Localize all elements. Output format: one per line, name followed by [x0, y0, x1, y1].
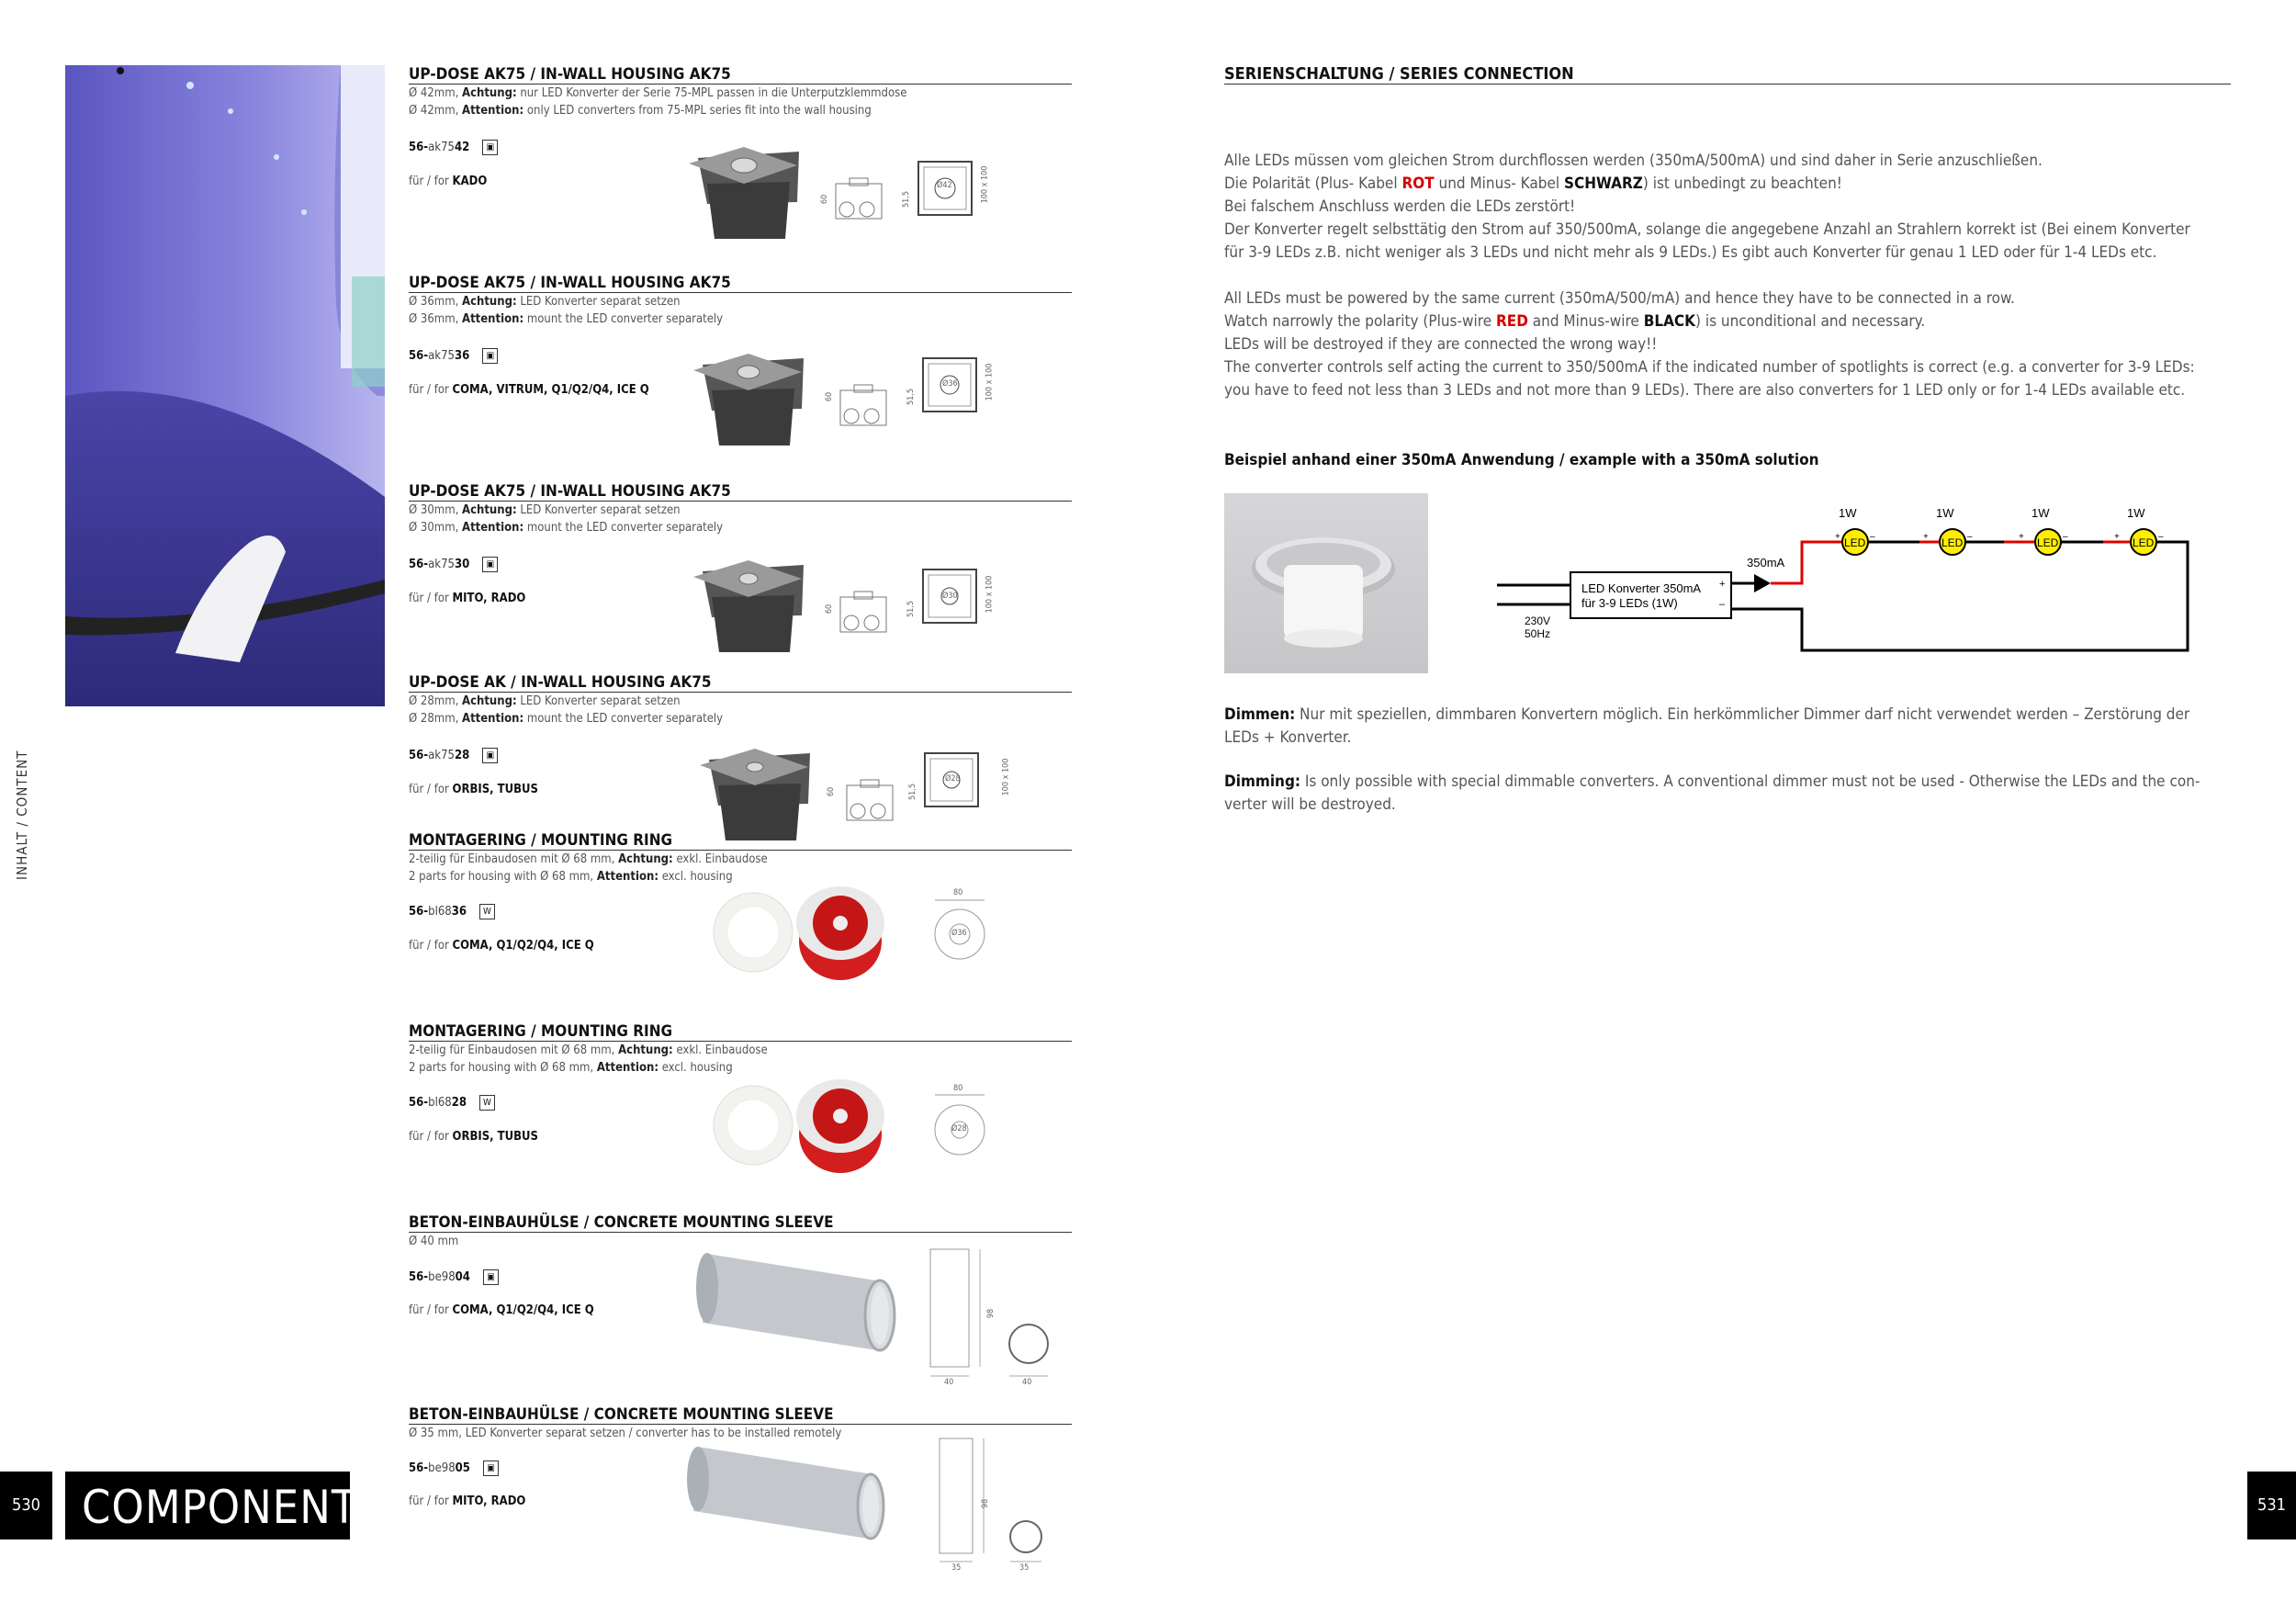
series-connection-header: [1224, 64, 2231, 85]
image-icon: ▣: [483, 1460, 499, 1476]
mains-voltage: 230V: [1525, 615, 1551, 627]
dim-top: 80: [953, 888, 963, 897]
fits-models: für / for KADO: [409, 175, 488, 188]
dimming-de: Dimmen: Nur mit speziellen, dimmbaren Konvertern möglich. Ein herkömmlicher Dimmer darf nicht verwendet werden – Zerstörung der LEDs + Konverter.: [1224, 705, 2190, 747]
svg-text:LED: LED: [1844, 536, 1866, 549]
dim-b: 40: [1022, 1378, 1032, 1387]
page-number-left-box: [0, 1472, 52, 1539]
housing-illustration-2: [693, 354, 1006, 455]
dim-a: 35: [951, 1563, 962, 1573]
product-desc-en: 2 parts for housing with Ø 68 mm, Attention: excl. housing: [409, 870, 733, 884]
white-finish-icon: W: [479, 904, 495, 919]
svg-text:–: –: [2063, 532, 2068, 542]
dim-hole: Ø42: [937, 181, 952, 190]
mains-frequency: 50Hz: [1525, 627, 1551, 640]
dim-side: 60: [827, 786, 837, 797]
svg-text:1W: 1W: [2032, 506, 2050, 520]
product-title: UP-DOSE AK / IN-WALL HOUSING AK75: [409, 673, 712, 692]
dimming-de-label: Dimmen:: [1224, 705, 1296, 724]
image-icon: ▣: [482, 557, 498, 572]
luminaire-photo: [1224, 493, 1428, 673]
dim-depth: 51,5: [906, 388, 917, 406]
product-title: UP-DOSE AK75 / IN-WALL HOUSING AK75: [409, 274, 731, 292]
converter-label-2: für 3-9 LEDs (1W): [1581, 596, 1678, 610]
sleeve-side-drawing: [930, 1249, 980, 1376]
product-desc-de: Ø 42mm, Achtung: nur LED Konverter der Serie 75-MPL passen in die Unterputzklemmdose: [409, 86, 907, 100]
section-banner-label: COMPONENTS: [82, 1481, 385, 1534]
led-2: [1923, 506, 1973, 555]
concrete-sleeve-illustration-1: [693, 1245, 1061, 1392]
fits-models: für / for ORBIS, TUBUS: [409, 783, 538, 796]
dim-hole: Ø30: [942, 592, 958, 601]
led-1: [1835, 506, 1875, 555]
page-number-right: 531: [2257, 1495, 2286, 1515]
dim-hole: Ø28: [951, 1124, 967, 1133]
dim-hole: Ø28: [945, 774, 961, 784]
product-desc-de: Ø 28mm, Achtung: LED Konverter separat setzen: [409, 694, 681, 708]
en-line-2: LEDs will be destroyed if they are connected the wrong way!!: [1224, 335, 1658, 354]
led-4: [2114, 506, 2164, 555]
dim-depth: 51,5: [902, 190, 912, 209]
article-number: 56-ak7536 ▣: [409, 348, 498, 364]
image-icon: ▣: [482, 748, 498, 763]
dim-hole: Ø36: [951, 929, 967, 938]
dimming-en-label: Dimming:: [1224, 773, 1301, 791]
product-ak7536: [409, 274, 1072, 328]
series-text-en: [1224, 288, 2195, 402]
svg-text:–: –: [1870, 532, 1875, 542]
white-finish-icon: W: [479, 1095, 495, 1111]
dim-top: 80: [953, 1084, 963, 1093]
product-bl6828: [409, 1022, 1072, 1077]
image-icon: ▣: [483, 1269, 499, 1285]
article-number: 56-ak7542 ▣: [409, 140, 498, 155]
article-number: 56-bl6836 W: [409, 904, 495, 919]
product-desc-en: Ø 36mm, Attention: mount the LED converter separately: [409, 312, 724, 326]
dim-side: 60: [825, 603, 835, 615]
led-chain: [1731, 542, 2188, 650]
housing-illustration-3: [693, 560, 1006, 661]
converter-box: [1570, 572, 1731, 618]
article-number: 56-ak7528 ▣: [409, 748, 498, 763]
product-desc-de: Ø 36mm, Achtung: LED Konverter separat setzen: [409, 295, 681, 309]
dim-size: 100 x 100: [985, 575, 995, 614]
product-title: MONTAGERING / MOUNTING RING: [409, 1022, 673, 1041]
product-title: UP-DOSE AK75 / IN-WALL HOUSING AK75: [409, 482, 731, 501]
svg-text:LED: LED: [1941, 536, 1964, 549]
svg-text:LED: LED: [2037, 536, 2059, 549]
section-banner: [65, 1472, 385, 1539]
dim-size: 100 x 100: [1001, 758, 1011, 796]
converter-plus: +: [1719, 579, 1726, 590]
article-number: 56-ak7530 ▣: [409, 557, 498, 572]
de-line-3: Der Konverter regelt selbsttätig den Strom auf 350/500mA, solange die angegebene Anzahl an Strahlern korrekt ist (Bei einem Konverter: [1224, 220, 2190, 239]
converter-label-1: LED Konverter 350mA: [1581, 581, 1702, 595]
product-desc-de: 2-teilig für Einbaudosen mit Ø 68 mm, Achtung: exkl. Einbaudose: [409, 1043, 768, 1057]
dim-side: 60: [820, 194, 830, 205]
product-ak7542: [409, 65, 1072, 119]
series-title: SERIENSCHALTUNG / SERIES CONNECTION: [1224, 64, 1574, 84]
product-be9805: [409, 1405, 1072, 1442]
product-desc-en: Ø 28mm, Attention: mount the LED converter separately: [409, 712, 724, 726]
sleeve-end-drawing: [1009, 1325, 1048, 1376]
svg-text:–: –: [2158, 532, 2164, 542]
product-title: UP-DOSE AK75 / IN-WALL HOUSING AK75: [409, 65, 731, 84]
svg-text:1W: 1W: [2127, 506, 2145, 520]
led-3: [2019, 506, 2068, 555]
article-number: 56-be9805 ▣: [409, 1460, 499, 1476]
current-label: 350mA: [1747, 556, 1785, 570]
image-icon: ▣: [482, 348, 498, 364]
svg-text:–: –: [1967, 532, 1973, 542]
circuit-diagram: [1488, 501, 2204, 661]
mains-wires: [1497, 585, 1570, 604]
dim-a: 40: [944, 1378, 954, 1387]
fits-models: für / for COMA, VITRUM, Q1/Q2/Q4, ICE Q: [409, 383, 649, 397]
product-desc-en: Ø 30mm, Attention: mount the LED converter separately: [409, 521, 724, 535]
en-line-3: The converter controls self acting the current to 350/500mA if the indicated number of spotlights is correct (e.g. a converter for 3-9 LEDs:: [1224, 358, 2195, 377]
dim-depth: 51,5: [906, 600, 917, 618]
de-line-4: für 3-9 LEDs z.B. nicht weniger als 3 LEDs und nicht mehr als 9 LEDs.) Es gibt auch Konverter für genau 1 LED oder für 1-4 LEDs etc.: [1224, 243, 2157, 262]
product-ak7530: [409, 482, 1072, 536]
de-line-1: Alle LEDs müssen vom gleichen Strom durchflossen werden (350mA/500mA) und sind daher in Serie anzuschließen.: [1224, 152, 2043, 170]
article-number: 56-bl6828 W: [409, 1095, 495, 1111]
product-desc: Ø 35 mm, LED Konverter separat setzen / converter has to be installed remotely: [409, 1427, 842, 1440]
housing-illustration-1: [689, 147, 1001, 248]
product-title: BETON-EINBAUHÜLSE / CONCRETE MOUNTING SLEEVE: [409, 1213, 834, 1232]
series-text-de: [1224, 150, 2190, 265]
fits-models: für / for MITO, RADO: [409, 1494, 526, 1508]
product-desc-en: 2 parts for housing with Ø 68 mm, Attention: excl. housing: [409, 1061, 733, 1075]
dim-size: 100 x 100: [985, 363, 995, 401]
fits-models: für / for ORBIS, TUBUS: [409, 1130, 538, 1144]
current-arrow: [1754, 574, 1771, 592]
example-title: Beispiel anhand einer 350mA Anwendung / example with a 350mA solution: [1224, 451, 1819, 469]
fits-models: für / for MITO, RADO: [409, 592, 526, 605]
svg-text:1W: 1W: [1839, 506, 1857, 520]
de-line-2: Bei falschem Anschluss werden die LEDs zerstört!: [1224, 197, 1576, 216]
en-line-4: you have to feed not less than 3 LEDs and not more than 9 LEDs). There are also converters for 1 LED only or for 1-4 LEDs available etc.: [1224, 381, 2186, 400]
page-number-right-box: [2247, 1472, 2296, 1539]
page-number-left: 530: [12, 1495, 40, 1515]
dim-size: 100 x 100: [980, 165, 990, 204]
dim-side: 60: [825, 391, 835, 402]
dim-length: 98: [986, 1308, 996, 1319]
product-ak7528: [409, 673, 1072, 727]
de-polarity: Die Polarität (Plus- Kabel ROT und Minus- Kabel SCHWARZ) ist unbedingt zu beachten!: [1224, 175, 1842, 193]
svg-text:+: +: [1923, 532, 1929, 542]
svg-text:+: +: [1835, 532, 1840, 542]
dimming-en: Dimming: Is only possible with special dimmable converters. A conventional dimmer must not be used - Otherwise the LEDs and the con- verter will be destroyed.: [1224, 773, 2200, 814]
en-polarity: Watch narrowly the polarity (Plus-wire RED and Minus-wire BLACK) is unconditional and necessary.: [1224, 312, 1926, 331]
interior-photo: [65, 65, 385, 706]
fits-models: für / for COMA, Q1/Q2/Q4, ICE Q: [409, 1303, 594, 1317]
product-desc-de: Ø 30mm, Achtung: LED Konverter separat setzen: [409, 503, 681, 517]
converter-minus: –: [1719, 599, 1726, 610]
product-title: MONTAGERING / MOUNTING RING: [409, 831, 673, 850]
svg-text:1W: 1W: [1936, 506, 1954, 520]
svg-text:+: +: [2019, 532, 2024, 542]
side-view-drawing: [836, 178, 882, 219]
dim-length: 98: [981, 1498, 991, 1509]
side-label: INHALT / CONTENT: [14, 750, 30, 880]
image-icon: ▣: [482, 140, 498, 155]
dim-depth: 51,5: [908, 783, 918, 801]
product-desc-de: 2-teilig für Einbaudosen mit Ø 68 mm, Achtung: exkl. Einbaudose: [409, 852, 768, 866]
product-desc: Ø 40 mm: [409, 1235, 459, 1248]
housing-illustration-4: [700, 749, 1012, 850]
product-title: BETON-EINBAUHÜLSE / CONCRETE MOUNTING SLEEVE: [409, 1405, 834, 1424]
title-rule: [1224, 84, 2231, 85]
svg-text:LED: LED: [2133, 536, 2155, 549]
article-number: 56-be9804 ▣: [409, 1269, 499, 1285]
dim-b: 35: [1019, 1563, 1030, 1573]
concrete-sleeve-illustration-2: [684, 1438, 1052, 1575]
svg-text:+: +: [2114, 532, 2120, 542]
dim-hole: Ø36: [942, 379, 958, 389]
product-desc-en: Ø 42mm, Attention: only LED converters from 75-MPL series fit into the wall housing: [409, 104, 872, 118]
fits-models: für / for COMA, Q1/Q2/Q4, ICE Q: [409, 939, 594, 953]
en-line-1: All LEDs must be powered by the same current (350mA/500/mA) and hence they have to be connected in a row.: [1224, 289, 2015, 308]
